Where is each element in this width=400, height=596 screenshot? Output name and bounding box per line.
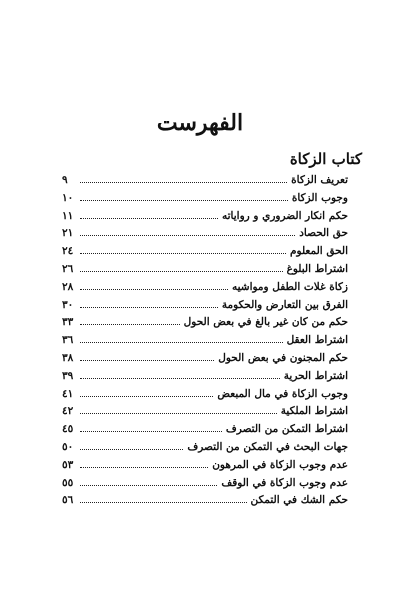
- toc-entry-title: الحق المعلوم: [290, 245, 348, 258]
- dot-leader: [80, 307, 218, 308]
- toc-entry: [62, 314, 348, 332]
- dot-leader: [80, 485, 217, 486]
- toc-page-number: ٢١: [62, 227, 74, 240]
- dot-leader: [80, 360, 214, 361]
- toc-page-number: ٤٥: [62, 423, 74, 436]
- dot-leader: [80, 467, 208, 468]
- toc-entry: [62, 475, 348, 493]
- toc-page-number: ٤٢: [62, 405, 74, 418]
- toc-entry: [62, 492, 348, 510]
- toc-page-number: ٢٦: [62, 262, 74, 275]
- toc-entry-title: حق الحصاد: [299, 227, 348, 240]
- dot-leader: [80, 324, 180, 325]
- dot-leader: [80, 449, 183, 450]
- table-of-contents: [62, 172, 348, 510]
- toc-entry: [62, 208, 348, 226]
- toc-page-number: ٣٦: [62, 334, 74, 347]
- dot-leader: [80, 253, 286, 254]
- toc-entry: [62, 368, 348, 386]
- toc-entry-title: تعريف الزكاة: [291, 174, 348, 186]
- toc-entry-title: عدم وجوب الزكاة في الوقف: [221, 476, 348, 489]
- toc-entry: [62, 172, 348, 190]
- toc-entry-title: حكم من كان غير بالغ في بعض الحول: [183, 316, 348, 329]
- toc-entry-title: اشتراط الملكية: [280, 405, 348, 418]
- toc-entry: [62, 297, 348, 315]
- toc-entry: [62, 279, 348, 297]
- dot-leader: [80, 235, 295, 236]
- dot-leader: [80, 396, 213, 397]
- toc-page-number: ٣٠: [62, 298, 74, 311]
- toc-page-number: ٥٣: [62, 458, 74, 471]
- toc-entry: [62, 350, 348, 368]
- toc-entry: [62, 225, 348, 243]
- toc-entry: [62, 332, 348, 350]
- page-title: الفهرست: [156, 110, 244, 136]
- toc-entry-title: جهات البحث في التمكن من التصرف: [187, 440, 348, 453]
- toc-page-number: ٥٥: [62, 476, 74, 489]
- toc-entry: [62, 386, 348, 404]
- toc-entry-title: عدم وجوب الزكاة في المرهون: [212, 458, 348, 471]
- dot-leader: [80, 413, 277, 414]
- dot-leader: [80, 182, 287, 183]
- toc-page-number: ٩: [62, 174, 68, 186]
- toc-entry-title: اشتراط العقل: [286, 334, 348, 347]
- toc-entry-title: وجوب الزكاة في مال المبعض: [217, 387, 348, 400]
- toc-entry: [62, 261, 348, 279]
- toc-entry-title: حكم المجنون في بعض الحول: [218, 351, 348, 364]
- dot-leader: [80, 342, 283, 343]
- dot-leader: [80, 271, 283, 272]
- toc-page-number: ٢٨: [62, 280, 74, 293]
- toc-entry-title: حكم الشك في التمكن: [250, 494, 348, 507]
- toc-page-number: ٥٠: [62, 440, 74, 453]
- toc-entry: [62, 190, 348, 208]
- toc-page-number: ٣٣: [62, 316, 74, 329]
- dot-leader: [80, 378, 280, 379]
- toc-entry: [62, 243, 348, 261]
- toc-entry: [62, 403, 348, 421]
- toc-entry: [62, 457, 348, 475]
- section-heading: كتاب الزكاة: [289, 150, 362, 168]
- toc-entry-title: حكم انكار الضروري و رواياته: [222, 209, 348, 222]
- toc-entry: [62, 421, 348, 439]
- toc-page-number: ١٠: [62, 191, 74, 204]
- toc-page-number: ٥٦: [62, 494, 74, 507]
- toc-entry-title: زكاة غلات الطفل ومواشيه: [231, 280, 348, 293]
- toc-entry-title: الفرق بين التعارض والحكومة: [221, 298, 348, 311]
- toc-entry-title: اشتراط الحرية: [283, 369, 348, 382]
- dot-leader: [80, 502, 247, 503]
- dot-leader: [80, 200, 288, 201]
- dot-leader: [80, 218, 218, 219]
- toc-page-number: ٢٤: [62, 245, 74, 258]
- dot-leader: [80, 289, 228, 290]
- toc-entry-title: وجوب الزكاة: [291, 191, 348, 204]
- toc-page-number: ١١: [62, 209, 74, 222]
- dot-leader: [80, 431, 222, 432]
- toc-page-number: ٣٨: [62, 351, 74, 364]
- toc-page-number: ٣٩: [62, 369, 74, 382]
- toc-page-number: ٤١: [62, 387, 74, 400]
- toc-entry-title: اشتراط التمكن من التصرف: [225, 423, 348, 436]
- toc-entry: [62, 439, 348, 457]
- toc-entry-title: اشتراط البلوغ: [286, 262, 348, 275]
